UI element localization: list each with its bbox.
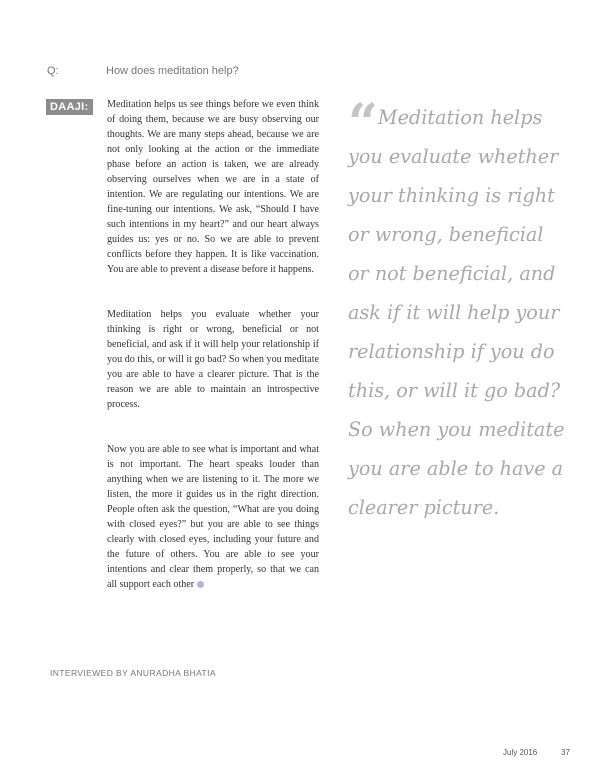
answer-paragraph-last bbox=[107, 442, 319, 592]
question-label: Q: bbox=[47, 65, 59, 77]
pull-quote bbox=[348, 93, 566, 527]
quote-mark-icon: “ bbox=[348, 93, 374, 154]
page-number: 37 bbox=[561, 748, 570, 757]
answer-body bbox=[107, 97, 319, 622]
speaker-badge: DAAJI: bbox=[46, 99, 93, 115]
pull-quote-text: Meditation helps you evaluate whether your thinking is right or wrong, beneficial or not beneficial, and ask if it will help your relationship if you do this, or will it go bad? So when you meditate you are able to have a clearer picture. bbox=[348, 106, 565, 519]
answer-paragraph: Meditation helps us see things before we even think of doing them, because we are busy observing our thoughts. We are many steps ahead, because we are not only looking at the action or the immediate phase before an action is taken, we are already observing ourselves when we are in a state of intention. We are regulating our intentions. We are fine-tuning our intentions. We ask, “Should I have such intentions in my heart?” and our heart always guides us: yes or no. So we are able to prevent conflicts before they happen. It is like vaccination. You are able to prevent a disease before it happens. bbox=[107, 99, 319, 275]
answer-paragraph-text: Now you are able to see what is important and what is not important. The heart speaks louder than anything when we are listening to it. The more we listen, the more it guides us in the right direction. People often ask the question, “What are you doing with closed eyes?” but you are able to see things clearly with closed eyes, including your future and the future of others. You are able to see your intentions and clear them properly, so that we can all support each other bbox=[107, 444, 319, 590]
byline: INTERVIEWED BY ANURADHA BHATIA bbox=[50, 668, 216, 678]
end-mark-icon bbox=[197, 581, 204, 588]
question-text: How does meditation help? bbox=[106, 65, 239, 77]
footer-date: July 2016 bbox=[503, 748, 538, 757]
answer-paragraph: Meditation helps you evaluate whether your thinking is right or wrong, beneficial or not beneficial, and ask if it will help your relationship if you do this, or will it go bad? So when you meditate you are able to have a clearer picture. That is the reason we are able to maintain an introspective process. bbox=[107, 309, 319, 410]
